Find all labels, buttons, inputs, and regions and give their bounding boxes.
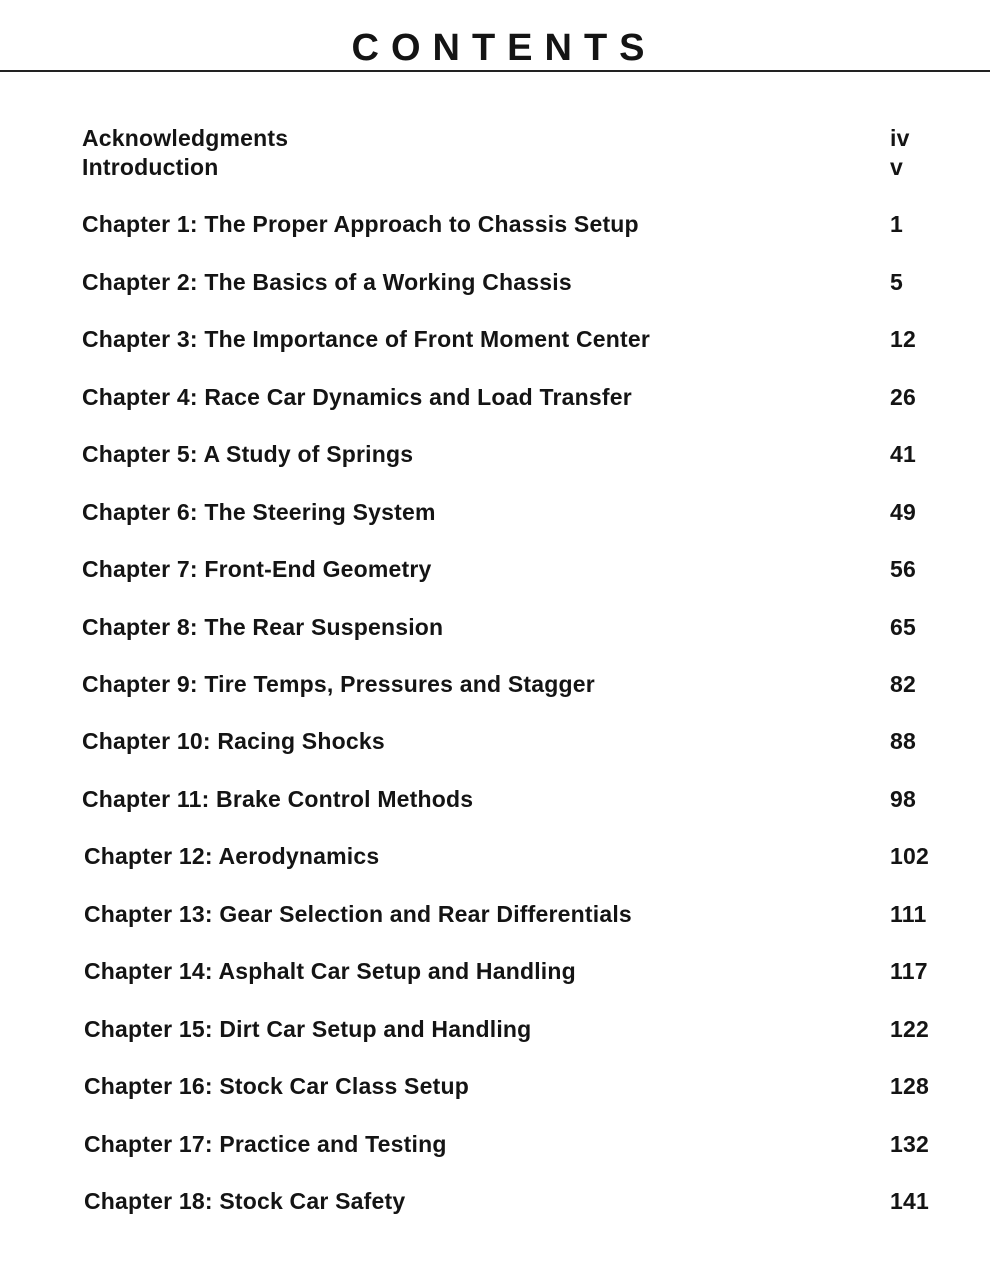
title-rule bbox=[0, 70, 990, 72]
toc-entry-label: Chapter 10: Racing Shocks bbox=[82, 728, 385, 754]
toc-entry-page: 5 bbox=[890, 269, 903, 295]
toc-entry-page: 141 bbox=[890, 1188, 929, 1214]
toc-entry-page: 98 bbox=[890, 786, 916, 812]
toc-entry-chapter-11 bbox=[82, 784, 934, 814]
toc-entry-label: Chapter 1: The Proper Approach to Chassis Setup bbox=[82, 211, 639, 237]
toc-entry-page: 132 bbox=[890, 1131, 929, 1157]
toc-entry-label: Chapter 8: The Rear Suspension bbox=[82, 614, 444, 640]
toc-entry-chapter-4 bbox=[82, 382, 934, 412]
page-title: CONTENTS bbox=[351, 27, 657, 69]
toc-entry-chapter-18 bbox=[82, 1186, 934, 1216]
toc-entry-label: Chapter 11: Brake Control Methods bbox=[82, 786, 474, 812]
toc-entry-label: Chapter 2: The Basics of a Working Chassis bbox=[82, 269, 572, 295]
toc-entry-page: 26 bbox=[890, 384, 916, 410]
toc-entry-label: Chapter 13: Gear Selection and Rear Differentials bbox=[84, 901, 632, 927]
toc-entry-label: Introduction bbox=[82, 154, 219, 180]
toc-entry-chapter-8 bbox=[82, 612, 934, 642]
toc-entry-chapter-6 bbox=[82, 497, 934, 527]
toc-entry-page: 41 bbox=[890, 441, 916, 467]
toc-entry-label: Acknowledgments bbox=[82, 125, 289, 151]
toc-entry-label: Chapter 17: Practice and Testing bbox=[84, 1131, 447, 1157]
toc-entry-page: 102 bbox=[890, 843, 929, 869]
toc-entry-page: 49 bbox=[890, 499, 916, 525]
toc-entry-label: Chapter 5: A Study of Springs bbox=[82, 441, 414, 467]
toc-entry-label: Chapter 3: The Importance of Front Moment Center bbox=[82, 326, 651, 352]
toc-entry-page: 111 bbox=[890, 901, 927, 927]
toc-entry-chapter-17 bbox=[82, 1129, 934, 1159]
toc-entry-page: 56 bbox=[890, 556, 916, 582]
toc-entry-page: 65 bbox=[890, 614, 916, 640]
toc-entry-page: 128 bbox=[890, 1073, 929, 1099]
toc-entry-page: iv bbox=[890, 125, 910, 151]
toc-entry-label: Chapter 4: Race Car Dynamics and Load Transfer bbox=[82, 384, 632, 410]
toc-entry-chapter-12 bbox=[82, 841, 934, 871]
toc-entry-acknowledgments bbox=[82, 123, 934, 153]
toc-entry-chapter-15 bbox=[82, 1014, 934, 1044]
toc-entry-page: 1 bbox=[890, 211, 903, 237]
toc-entry-chapter-14 bbox=[82, 956, 934, 986]
toc-entry-page: 82 bbox=[890, 671, 916, 697]
toc-entry-page: v bbox=[890, 154, 903, 180]
toc-entry-introduction bbox=[82, 152, 934, 182]
toc-entry-chapter-3 bbox=[82, 324, 934, 354]
toc-entry-chapter-16 bbox=[82, 1071, 934, 1101]
toc-entry-label: Chapter 6: The Steering System bbox=[82, 499, 436, 525]
toc-entry-label: Chapter 16: Stock Car Class Setup bbox=[84, 1073, 469, 1099]
toc-entry-chapter-10 bbox=[82, 726, 934, 756]
toc-entry-chapter-7 bbox=[82, 554, 934, 584]
toc-entry-label: Chapter 15: Dirt Car Setup and Handling bbox=[84, 1016, 532, 1042]
toc-entry-chapter-1 bbox=[82, 209, 934, 239]
toc-entry-chapter-2 bbox=[82, 267, 934, 297]
toc-entry-page: 117 bbox=[890, 958, 928, 984]
toc-entry-label: Chapter 9: Tire Temps, Pressures and Stagger bbox=[82, 671, 595, 697]
toc-entry-label: Chapter 18: Stock Car Safety bbox=[84, 1188, 406, 1214]
toc-entry-page: 88 bbox=[890, 728, 916, 754]
toc-entry-page: 12 bbox=[890, 326, 916, 352]
toc-entry-label: Chapter 14: Asphalt Car Setup and Handling bbox=[84, 958, 576, 984]
toc-entry-label: Chapter 12: Aerodynamics bbox=[84, 843, 380, 869]
toc-entry-chapter-5 bbox=[82, 439, 934, 469]
toc-entry-page: 122 bbox=[890, 1016, 929, 1042]
toc-entry-label: Chapter 7: Front-End Geometry bbox=[82, 556, 432, 582]
toc-entry-chapter-13 bbox=[82, 899, 934, 929]
toc-entry-chapter-9 bbox=[82, 669, 934, 699]
